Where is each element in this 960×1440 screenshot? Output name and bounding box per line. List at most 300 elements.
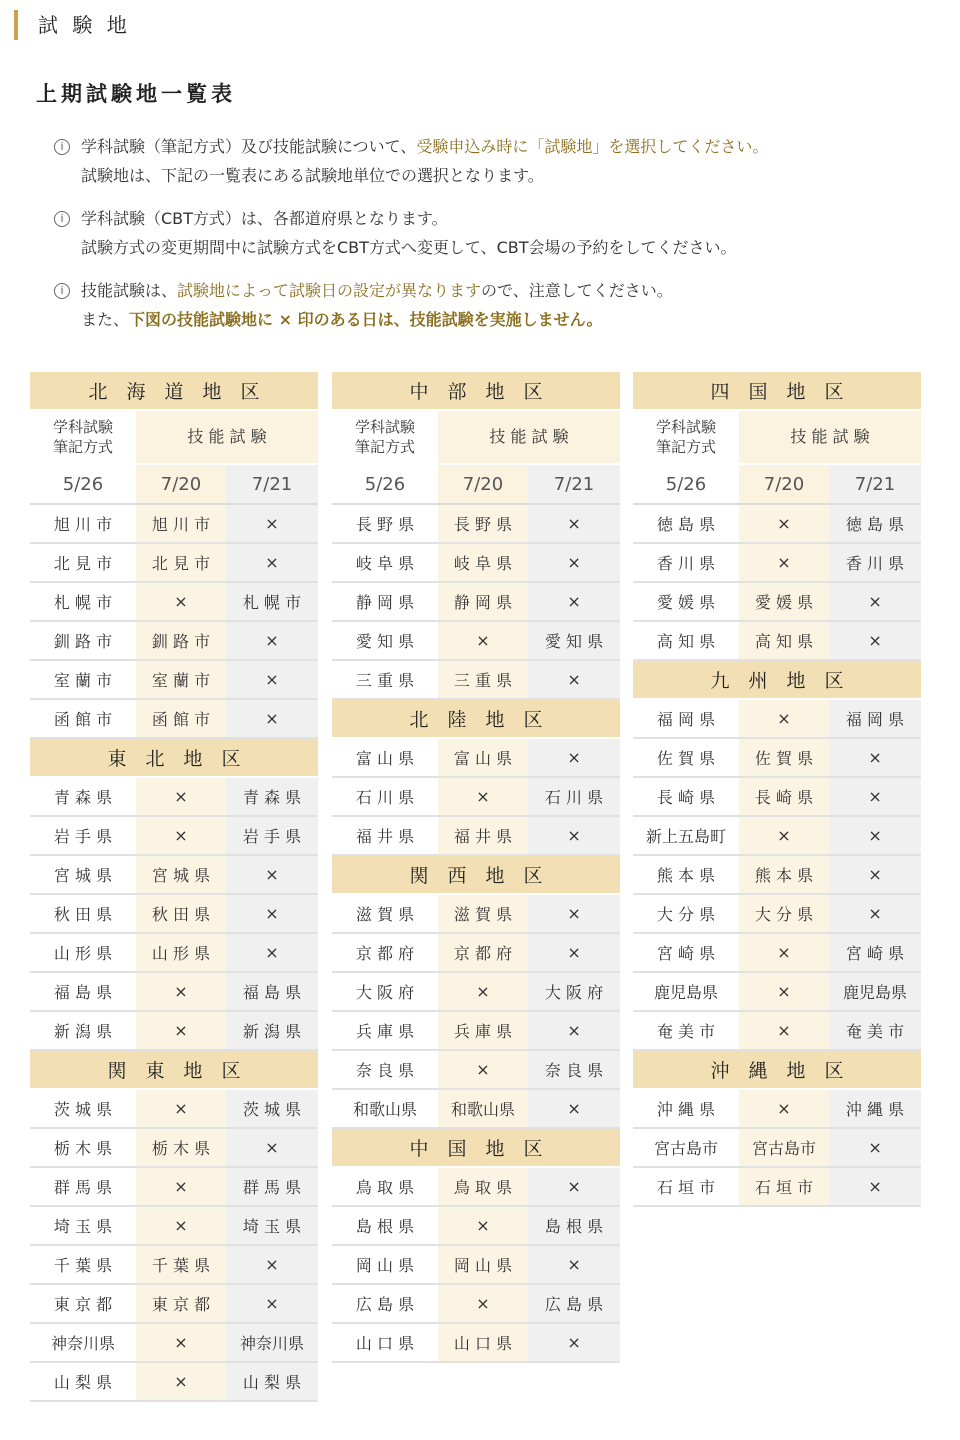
site-written: 宮古島市 <box>633 1128 739 1167</box>
written-exam-label-line: 学科試験 <box>354 418 415 436</box>
date-skill-2: 7/21 <box>226 464 318 504</box>
site-skill-day2: 埼 玉 県 <box>226 1206 318 1245</box>
site-written: 愛 媛 県 <box>633 582 739 621</box>
site-skill-day1: × <box>136 1089 226 1128</box>
site-skill-day1: × <box>438 1284 528 1323</box>
table-row <box>30 1128 318 1167</box>
date-skill-1: 7/20 <box>739 464 829 504</box>
site-skill-day2: 大 阪 府 <box>528 972 620 1011</box>
site-skill-day2: × <box>226 1128 318 1167</box>
note-text: 学科試験（筆記方式）及び技能試験について、 <box>81 137 417 156</box>
site-skill-day1: 福 井 県 <box>438 816 528 855</box>
region-header-row <box>633 1050 921 1089</box>
note-text: 試験地は、下記の一覧表にある試験地単位での選択となります。 <box>81 166 544 185</box>
site-written: 佐 賀 県 <box>633 738 739 777</box>
info-icon: i <box>54 139 70 155</box>
site-skill-day1: × <box>739 972 829 1011</box>
site-written: 愛 知 県 <box>332 621 438 660</box>
site-written: 青 森 県 <box>30 777 136 816</box>
site-skill-day1: 長 野 県 <box>438 504 528 543</box>
region-header-row <box>30 738 318 777</box>
site-written: 山 口 県 <box>332 1323 438 1362</box>
site-written: 宮 崎 県 <box>633 933 739 972</box>
exam-site-table <box>332 372 620 1363</box>
site-skill-day1: × <box>739 504 829 543</box>
site-written: 釧 路 市 <box>30 621 136 660</box>
site-written: 福 島 県 <box>30 972 136 1011</box>
site-written: 高 知 県 <box>633 621 739 660</box>
written-exam-label <box>30 410 136 464</box>
site-skill-day2: 新 潟 県 <box>226 1011 318 1050</box>
site-written: 千 葉 県 <box>30 1245 136 1284</box>
site-skill-day1: 京 都 府 <box>438 933 528 972</box>
site-skill-day2: 福 島 県 <box>226 972 318 1011</box>
site-skill-day2: 石 川 県 <box>528 777 620 816</box>
site-written: 広 島 県 <box>332 1284 438 1323</box>
site-skill-day1: 山 形 県 <box>136 933 226 972</box>
site-skill-day1: × <box>438 777 528 816</box>
site-skill-day1: × <box>739 543 829 582</box>
site-skill-day1: 三 重 県 <box>438 660 528 699</box>
site-skill-day1: 室 蘭 市 <box>136 660 226 699</box>
note-text: 学科試験（CBT方式）は、各都道府県となります。 <box>81 209 448 228</box>
table-row <box>30 582 318 621</box>
written-exam-label <box>633 410 739 464</box>
table-row <box>332 1245 620 1284</box>
region-header-row <box>633 372 921 410</box>
site-skill-day1: 宮 城 県 <box>136 855 226 894</box>
site-skill-day1: × <box>136 582 226 621</box>
site-skill-day1: × <box>136 777 226 816</box>
table-row <box>30 699 318 738</box>
note-text: 試験方式の変更期間中に試験方式をCBT方式へ変更して、CBT会場の予約をしてください。 <box>81 238 737 257</box>
table-row <box>633 1128 921 1167</box>
site-skill-day1: × <box>136 1011 226 1050</box>
table-row <box>332 777 620 816</box>
site-written: 兵 庫 県 <box>332 1011 438 1050</box>
site-skill-day1: 栃 木 県 <box>136 1128 226 1167</box>
table-column-1 <box>30 372 318 1402</box>
table-row <box>30 660 318 699</box>
site-skill-day1: × <box>438 1206 528 1245</box>
note-item <box>52 132 932 190</box>
table-row <box>30 1089 318 1128</box>
table-row <box>633 699 921 738</box>
site-written: 島 根 県 <box>332 1206 438 1245</box>
skill-exam-label: 技 能 試 験 <box>739 410 921 464</box>
note-line <box>81 132 932 161</box>
site-skill-day1: 秋 田 県 <box>136 894 226 933</box>
site-written: 長 崎 県 <box>633 777 739 816</box>
exam-type-header-row <box>633 410 921 464</box>
site-skill-day2: × <box>226 933 318 972</box>
table-row <box>633 621 921 660</box>
exam-date-row <box>30 464 318 504</box>
table-row <box>30 1362 318 1401</box>
table-row <box>30 816 318 855</box>
info-icon: i <box>54 283 70 299</box>
table-row <box>30 504 318 543</box>
site-written: 熊 本 県 <box>633 855 739 894</box>
site-skill-day2: 山 梨 県 <box>226 1362 318 1401</box>
note-highlight: 下図の技能試験地に × 印のある日は、技能試験を実施しません。 <box>129 310 603 329</box>
site-written: 埼 玉 県 <box>30 1206 136 1245</box>
table-row <box>633 1089 921 1128</box>
site-written: 和歌山県 <box>332 1089 438 1128</box>
site-skill-day1: × <box>136 1323 226 1362</box>
site-skill-day2: × <box>226 504 318 543</box>
table-row <box>30 855 318 894</box>
site-written: 神奈川県 <box>30 1323 136 1362</box>
site-skill-day2: 宮 崎 県 <box>829 933 921 972</box>
site-skill-day1: 旭 川 市 <box>136 504 226 543</box>
site-skill-day2: × <box>829 621 921 660</box>
site-written: 旭 川 市 <box>30 504 136 543</box>
site-skill-day2: × <box>226 543 318 582</box>
site-written: 大 阪 府 <box>332 972 438 1011</box>
region-name: 沖 縄 地 区 <box>633 1050 921 1089</box>
site-written: 鳥 取 県 <box>332 1167 438 1206</box>
site-written: 山 形 県 <box>30 933 136 972</box>
site-written: 大 分 県 <box>633 894 739 933</box>
table-row <box>332 738 620 777</box>
region-name: 中 国 地 区 <box>332 1128 620 1167</box>
table-row <box>332 621 620 660</box>
site-skill-day2: × <box>829 894 921 933</box>
site-written: 沖 縄 県 <box>633 1089 739 1128</box>
table-row <box>30 1245 318 1284</box>
section-title: 試 験 地 <box>14 10 131 40</box>
site-skill-day2: 香 川 県 <box>829 543 921 582</box>
site-skill-day1: × <box>739 816 829 855</box>
site-skill-day1: 石 垣 市 <box>739 1167 829 1206</box>
site-skill-day1: × <box>739 1089 829 1128</box>
site-written: 岡 山 県 <box>332 1245 438 1284</box>
site-skill-day2: 鹿児島県 <box>829 972 921 1011</box>
table-row <box>633 738 921 777</box>
note-text: また、 <box>81 310 130 329</box>
site-skill-day2: 奄 美 市 <box>829 1011 921 1050</box>
date-skill-1: 7/20 <box>136 464 226 504</box>
table-row <box>332 1323 620 1362</box>
site-skill-day2: × <box>528 738 620 777</box>
site-skill-day2: × <box>829 582 921 621</box>
site-written: 北 見 市 <box>30 543 136 582</box>
site-skill-day2: 岩 手 県 <box>226 816 318 855</box>
table-row <box>30 972 318 1011</box>
site-skill-day1: 宮古島市 <box>739 1128 829 1167</box>
exam-site-table <box>30 372 318 1402</box>
table-row <box>332 1206 620 1245</box>
exam-type-header-row <box>30 410 318 464</box>
site-written: 新上五島町 <box>633 816 739 855</box>
table-row <box>633 582 921 621</box>
site-skill-day2: 茨 城 県 <box>226 1089 318 1128</box>
site-skill-day1: 釧 路 市 <box>136 621 226 660</box>
exam-date-row <box>332 464 620 504</box>
site-skill-day1: 山 口 県 <box>438 1323 528 1362</box>
site-skill-day2: 札 幌 市 <box>226 582 318 621</box>
written-exam-label-line: 筆記方式 <box>655 438 716 456</box>
site-skill-day2: × <box>226 855 318 894</box>
table-row <box>30 621 318 660</box>
date-written: 5/26 <box>332 464 438 504</box>
site-skill-day2: × <box>528 816 620 855</box>
site-written: 栃 木 県 <box>30 1128 136 1167</box>
table-row <box>332 1050 620 1089</box>
note-item <box>52 276 932 334</box>
site-written: 京 都 府 <box>332 933 438 972</box>
site-skill-day2: × <box>829 816 921 855</box>
region-name: 北 海 道 地 区 <box>30 372 318 410</box>
site-skill-day2: × <box>226 699 318 738</box>
table-row <box>633 816 921 855</box>
region-name: 関 東 地 区 <box>30 1050 318 1089</box>
site-skill-day1: × <box>136 1167 226 1206</box>
region-name: 四 国 地 区 <box>633 372 921 410</box>
site-skill-day1: 千 葉 県 <box>136 1245 226 1284</box>
site-skill-day2: 沖 縄 県 <box>829 1089 921 1128</box>
exam-site-table <box>633 372 921 1207</box>
note-highlight: 受験申込み時に「試験地」を選択してください。 <box>416 137 769 156</box>
region-name: 九 州 地 区 <box>633 660 921 699</box>
site-skill-day2: 広 島 県 <box>528 1284 620 1323</box>
site-skill-day2: 福 岡 県 <box>829 699 921 738</box>
site-skill-day1: 高 知 県 <box>739 621 829 660</box>
site-skill-day1: × <box>136 1206 226 1245</box>
note-highlight: 試験地によって試験日の設定が異なります <box>177 281 482 300</box>
written-exam-label-line: 筆記方式 <box>52 438 113 456</box>
site-written: 静 岡 県 <box>332 582 438 621</box>
site-skill-day2: × <box>528 504 620 543</box>
table-row <box>30 933 318 972</box>
table-row <box>30 543 318 582</box>
site-skill-day2: × <box>528 1011 620 1050</box>
site-skill-day2: × <box>226 894 318 933</box>
site-written: 群 馬 県 <box>30 1167 136 1206</box>
written-exam-label <box>332 410 438 464</box>
site-skill-day1: 大 分 県 <box>739 894 829 933</box>
site-written: 宮 城 県 <box>30 855 136 894</box>
table-row <box>633 855 921 894</box>
site-skill-day2: × <box>829 1167 921 1206</box>
site-skill-day2: × <box>528 1323 620 1362</box>
site-written: 福 岡 県 <box>633 699 739 738</box>
site-skill-day1: 熊 本 県 <box>739 855 829 894</box>
written-exam-label-line: 筆記方式 <box>354 438 415 456</box>
site-skill-day1: × <box>739 933 829 972</box>
table-row <box>30 1323 318 1362</box>
table-row <box>30 1167 318 1206</box>
region-header-row <box>30 372 318 410</box>
table-row <box>30 1011 318 1050</box>
note-line <box>81 233 932 262</box>
site-written: 岐 阜 県 <box>332 543 438 582</box>
site-skill-day2: 神奈川県 <box>226 1323 318 1362</box>
site-skill-day1: × <box>438 621 528 660</box>
exam-type-header-row <box>332 410 620 464</box>
page-subtitle: 上期試験地一覧表 <box>36 82 236 106</box>
site-written: 香 川 県 <box>633 543 739 582</box>
site-written: 鹿児島県 <box>633 972 739 1011</box>
table-row <box>332 933 620 972</box>
region-header-row <box>30 1050 318 1089</box>
site-skill-day1: × <box>136 972 226 1011</box>
site-skill-day2: 島 根 県 <box>528 1206 620 1245</box>
table-row <box>332 504 620 543</box>
written-exam-label-line: 学科試験 <box>655 418 716 436</box>
region-header-row <box>332 1128 620 1167</box>
info-icon: i <box>54 211 70 227</box>
note-text: ので、注意してください。 <box>481 281 673 300</box>
site-skill-day1: 函 館 市 <box>136 699 226 738</box>
site-skill-day2: × <box>226 660 318 699</box>
region-name: 北 陸 地 区 <box>332 699 620 738</box>
table-row <box>633 504 921 543</box>
site-skill-day1: × <box>136 816 226 855</box>
site-skill-day2: 青 森 県 <box>226 777 318 816</box>
region-header-row <box>633 660 921 699</box>
site-skill-day1: 長 崎 県 <box>739 777 829 816</box>
site-written: 福 井 県 <box>332 816 438 855</box>
note-line <box>81 161 932 190</box>
site-skill-day1: × <box>739 699 829 738</box>
site-written: 秋 田 県 <box>30 894 136 933</box>
site-written: 茨 城 県 <box>30 1089 136 1128</box>
table-row <box>332 972 620 1011</box>
site-skill-day1: 鳥 取 県 <box>438 1167 528 1206</box>
site-skill-day1: × <box>438 972 528 1011</box>
site-skill-day1: 岐 阜 県 <box>438 543 528 582</box>
note-line <box>81 276 932 305</box>
notes-list <box>52 132 932 348</box>
site-skill-day2: 愛 知 県 <box>528 621 620 660</box>
site-skill-day2: 徳 島 県 <box>829 504 921 543</box>
note-line <box>81 204 932 233</box>
date-skill-2: 7/21 <box>829 464 921 504</box>
table-row <box>633 894 921 933</box>
exam-date-row <box>633 464 921 504</box>
table-row <box>30 777 318 816</box>
site-written: 長 野 県 <box>332 504 438 543</box>
site-skill-day1: 岡 山 県 <box>438 1245 528 1284</box>
written-exam-label-line: 学科試験 <box>52 418 113 436</box>
table-column-2 <box>332 372 620 1363</box>
site-skill-day2: × <box>829 777 921 816</box>
site-skill-day1: 滋 賀 県 <box>438 894 528 933</box>
skill-exam-label: 技 能 試 験 <box>438 410 620 464</box>
site-skill-day2: × <box>528 894 620 933</box>
table-row <box>30 1284 318 1323</box>
site-written: 山 梨 県 <box>30 1362 136 1401</box>
site-written: 新 潟 県 <box>30 1011 136 1050</box>
table-row <box>332 1089 620 1128</box>
date-skill-1: 7/20 <box>438 464 528 504</box>
site-skill-day1: 愛 媛 県 <box>739 582 829 621</box>
site-skill-day1: 東 京 都 <box>136 1284 226 1323</box>
table-row <box>332 660 620 699</box>
region-name: 関 西 地 区 <box>332 855 620 894</box>
table-row <box>633 777 921 816</box>
region-name: 中 部 地 区 <box>332 372 620 410</box>
site-skill-day2: × <box>528 1167 620 1206</box>
site-skill-day2: × <box>829 1128 921 1167</box>
table-row <box>332 543 620 582</box>
table-row <box>332 582 620 621</box>
site-skill-day2: × <box>829 855 921 894</box>
table-row <box>633 1011 921 1050</box>
site-skill-day2: × <box>226 1245 318 1284</box>
site-skill-day2: × <box>528 933 620 972</box>
site-written: 三 重 県 <box>332 660 438 699</box>
note-item <box>52 204 932 262</box>
site-skill-day2: × <box>226 621 318 660</box>
table-row <box>633 1167 921 1206</box>
site-written: 滋 賀 県 <box>332 894 438 933</box>
note-line <box>81 305 932 334</box>
site-written: 石 川 県 <box>332 777 438 816</box>
table-row <box>332 1167 620 1206</box>
site-written: 室 蘭 市 <box>30 660 136 699</box>
site-skill-day2: × <box>528 1089 620 1128</box>
site-skill-day2: 群 馬 県 <box>226 1167 318 1206</box>
site-written: 徳 島 県 <box>633 504 739 543</box>
site-skill-day2: × <box>528 543 620 582</box>
table-column-3 <box>633 372 921 1207</box>
table-row <box>30 894 318 933</box>
site-skill-day2: 奈 良 県 <box>528 1050 620 1089</box>
table-row <box>633 972 921 1011</box>
site-written: 岩 手 県 <box>30 816 136 855</box>
site-skill-day1: 富 山 県 <box>438 738 528 777</box>
site-written: 奈 良 県 <box>332 1050 438 1089</box>
site-skill-day1: × <box>438 1050 528 1089</box>
site-skill-day1: × <box>136 1362 226 1401</box>
date-skill-2: 7/21 <box>528 464 620 504</box>
region-name: 東 北 地 区 <box>30 738 318 777</box>
table-row <box>332 1011 620 1050</box>
site-written: 石 垣 市 <box>633 1167 739 1206</box>
table-row <box>30 1206 318 1245</box>
site-written: 富 山 県 <box>332 738 438 777</box>
site-written: 函 館 市 <box>30 699 136 738</box>
site-skill-day1: 和歌山県 <box>438 1089 528 1128</box>
site-skill-day1: 佐 賀 県 <box>739 738 829 777</box>
site-skill-day1: 兵 庫 県 <box>438 1011 528 1050</box>
date-written: 5/26 <box>30 464 136 504</box>
region-header-row <box>332 699 620 738</box>
note-text: 技能試験は、 <box>81 281 178 300</box>
site-skill-day2: × <box>829 738 921 777</box>
site-written: 奄 美 市 <box>633 1011 739 1050</box>
date-written: 5/26 <box>633 464 739 504</box>
table-row <box>332 816 620 855</box>
site-skill-day1: 静 岡 県 <box>438 582 528 621</box>
skill-exam-label: 技 能 試 験 <box>136 410 318 464</box>
region-header-row <box>332 855 620 894</box>
site-skill-day2: × <box>226 1284 318 1323</box>
table-row <box>332 1284 620 1323</box>
site-written: 東 京 都 <box>30 1284 136 1323</box>
region-header-row <box>332 372 620 410</box>
table-row <box>332 894 620 933</box>
table-row <box>633 543 921 582</box>
site-skill-day2: × <box>528 1245 620 1284</box>
site-written: 札 幌 市 <box>30 582 136 621</box>
table-row <box>633 933 921 972</box>
site-skill-day1: × <box>739 1011 829 1050</box>
site-skill-day2: × <box>528 582 620 621</box>
